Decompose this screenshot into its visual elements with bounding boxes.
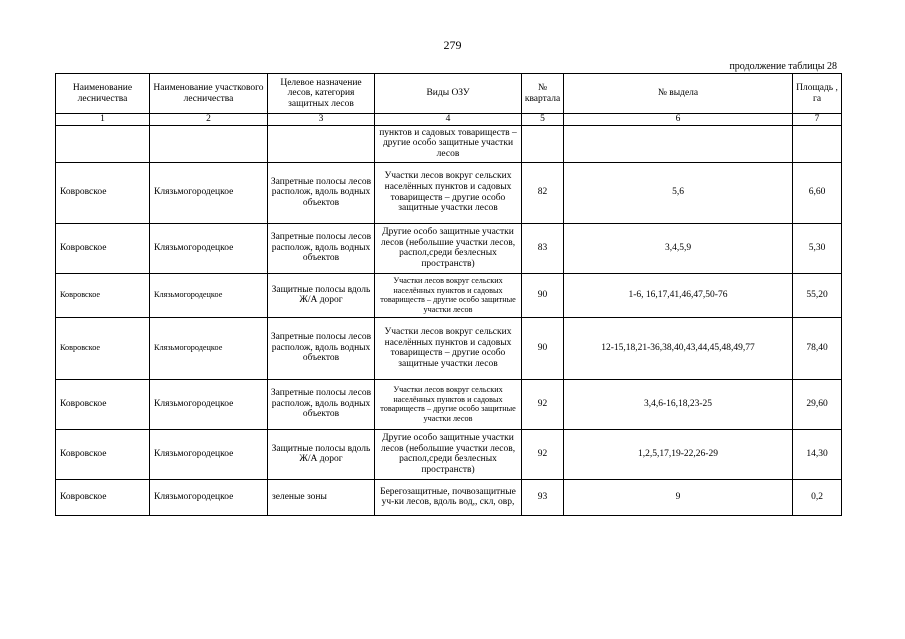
table-row bbox=[56, 273, 842, 317]
purpose-cell: Защитные полосы вдоль Ж/А дорог bbox=[268, 429, 375, 479]
column-number: 1 bbox=[56, 114, 150, 126]
forestry-cell: Ковровское bbox=[56, 317, 150, 379]
column-number-row bbox=[56, 114, 842, 126]
header-area: Площадь , га bbox=[793, 74, 842, 114]
ozu-cell: Другие особо защитные участки лесов (небольшие участки лесов, распол,среди безлесных пространств) bbox=[375, 429, 522, 479]
plot-cell: 12-15,18,21-36,38,40,43,44,45,48,49,77 bbox=[564, 317, 793, 379]
district-cell: Клязьмогородецкое bbox=[150, 429, 268, 479]
district-cell: Клязьмогородецкое bbox=[150, 273, 268, 317]
header-quarter: № квартала bbox=[522, 74, 564, 114]
quarter-cell: 90 bbox=[522, 317, 564, 379]
ozu-cell: Берегозащитные, почвозащитные уч-ки лесов, вдоль вод,, скл, овр, bbox=[375, 479, 522, 515]
ozu-cell: Другие особо защитные участки лесов (небольшие участки лесов, распол,среди безлесных пространств) bbox=[375, 223, 522, 273]
ozu-cell: Участки лесов вокруг сельских населённых пунктов и садовых товариществ – другие особо защитные участки лесов bbox=[375, 379, 522, 429]
forestry-cell: Ковровское bbox=[56, 223, 150, 273]
table-row bbox=[56, 317, 842, 379]
plot-cell: 3,4,5,9 bbox=[564, 223, 793, 273]
ozu-cell: Участки лесов вокруг сельских населённых пунктов и садовых товариществ – другие особо защитные участки лесов bbox=[375, 162, 522, 223]
area-cell bbox=[793, 125, 842, 162]
district-cell: Клязьмогородецкое bbox=[150, 479, 268, 515]
table-row bbox=[56, 429, 842, 479]
page-number: 279 bbox=[443, 38, 462, 52]
header-plot: № выдела bbox=[564, 74, 793, 114]
ozu-cell: Участки лесов вокруг сельских населённых пунктов и садовых товариществ – другие особо защитные участки лесов bbox=[375, 317, 522, 379]
table-continuation-label: продолжение таблицы 28 bbox=[729, 61, 837, 72]
plot-cell: 1,2,5,17,19-22,26-29 bbox=[564, 429, 793, 479]
purpose-cell: Запретные полосы лесов располож, вдоль водных объектов bbox=[268, 162, 375, 223]
district-cell: Клязьмогородецкое bbox=[150, 379, 268, 429]
quarter-cell: 82 bbox=[522, 162, 564, 223]
header-purpose: Целевое назначение лесов, категория защитных лесов bbox=[268, 74, 375, 114]
plot-cell: 1-6, 16,17,41,46,47,50-76 bbox=[564, 273, 793, 317]
district-cell bbox=[150, 125, 268, 162]
table-row bbox=[56, 223, 842, 273]
area-cell: 55,20 bbox=[793, 273, 842, 317]
plot-cell: 9 bbox=[564, 479, 793, 515]
forestry-cell bbox=[56, 125, 150, 162]
table-row bbox=[56, 162, 842, 223]
column-number: 5 bbox=[522, 114, 564, 126]
table-header-row bbox=[56, 74, 842, 114]
column-number: 3 bbox=[268, 114, 375, 126]
district-cell: Клязьмогородецкое bbox=[150, 223, 268, 273]
quarter-cell: 90 bbox=[522, 273, 564, 317]
header-ozu: Виды ОЗУ bbox=[375, 74, 522, 114]
quarter-cell: 92 bbox=[522, 429, 564, 479]
purpose-cell: Защитные полосы вдоль Ж/А дорог bbox=[268, 273, 375, 317]
purpose-cell: Запретные полосы лесов располож, вдоль водных объектов bbox=[268, 379, 375, 429]
area-cell: 6,60 bbox=[793, 162, 842, 223]
area-cell: 14,30 bbox=[793, 429, 842, 479]
ozu-cell: Участки лесов вокруг сельских населённых пунктов и садовых товариществ – другие особо защитные участки лесов bbox=[375, 273, 522, 317]
column-number: 6 bbox=[564, 114, 793, 126]
forestry-cell: Ковровское bbox=[56, 162, 150, 223]
area-cell: 78,40 bbox=[793, 317, 842, 379]
ozu-cell: пунктов и садовых товариществ – другие особо защитные участки лесов bbox=[375, 125, 522, 162]
forestry-cell: Ковровское bbox=[56, 379, 150, 429]
quarter-cell: 93 bbox=[522, 479, 564, 515]
purpose-cell bbox=[268, 125, 375, 162]
table-row bbox=[56, 125, 842, 162]
purpose-cell: Запретные полосы лесов располож, вдоль водных объектов bbox=[268, 317, 375, 379]
header-district: Наименование участкового лесничества bbox=[150, 74, 268, 114]
column-number: 7 bbox=[793, 114, 842, 126]
header-forestry: Наименование лесничества bbox=[56, 74, 150, 114]
plot-cell: 3,4,6-16,18,23-25 bbox=[564, 379, 793, 429]
plot-cell: 5,6 bbox=[564, 162, 793, 223]
plot-cell bbox=[564, 125, 793, 162]
forestry-cell: Ковровское bbox=[56, 479, 150, 515]
purpose-cell: зеленые зоны bbox=[268, 479, 375, 515]
quarter-cell bbox=[522, 125, 564, 162]
district-cell: Клязьмогородецкое bbox=[150, 162, 268, 223]
column-number: 4 bbox=[375, 114, 522, 126]
table-row bbox=[56, 479, 842, 515]
district-cell: Клязьмогородецкое bbox=[150, 317, 268, 379]
purpose-cell: Запретные полосы лесов располож, вдоль водных объектов bbox=[268, 223, 375, 273]
quarter-cell: 92 bbox=[522, 379, 564, 429]
table-row bbox=[56, 379, 842, 429]
column-number: 2 bbox=[150, 114, 268, 126]
area-cell: 29,60 bbox=[793, 379, 842, 429]
quarter-cell: 83 bbox=[522, 223, 564, 273]
forestry-cell: Ковровское bbox=[56, 429, 150, 479]
area-cell: 5,30 bbox=[793, 223, 842, 273]
area-cell: 0,2 bbox=[793, 479, 842, 515]
forestry-cell: Ковровское bbox=[56, 273, 150, 317]
forest-plots-table bbox=[55, 73, 842, 516]
